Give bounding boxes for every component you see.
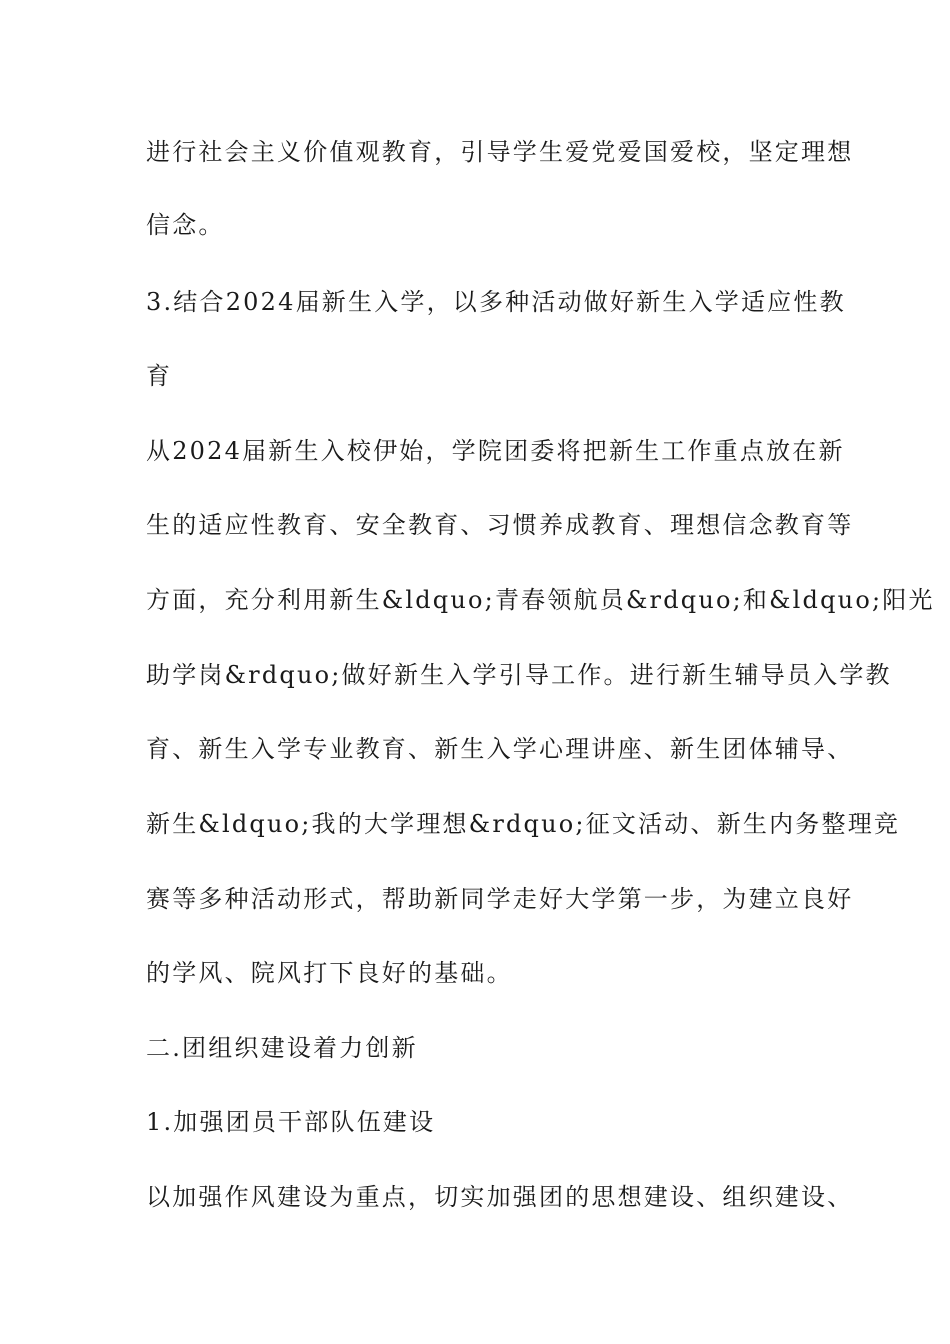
text-line: 从2024届新生入校伊始，学院团委将把新生工作重点放在新 (146, 437, 845, 465)
text-line: 方面，充分利用新生&ldquo;青春领航员&rdquo;和&ldquo;阳光 (146, 586, 935, 614)
subsection-heading: 1.加强团员干部队伍建设 (146, 1108, 436, 1136)
text-line: 育 (146, 362, 173, 390)
text-line: 育、新生入学专业教育、新生入学心理讲座、新生团体辅导、 (146, 735, 854, 763)
text-line: 信念。 (146, 211, 225, 239)
text-line: 进行社会主义价值观教育，引导学生爱党爱国爱校，坚定理想 (146, 138, 854, 166)
section-heading: 3.结合2024届新生入学，以多种活动做好新生入学适应性教 (146, 288, 846, 316)
text-line: 以加强作风建设为重点，切实加强团的思想建设、组织建设、 (146, 1183, 854, 1211)
text-line: 生的适应性教育、安全教育、习惯养成教育、理想信念教育等 (146, 511, 854, 539)
text-line: 的学风、院风打下良好的基础。 (146, 959, 513, 987)
text-line: 新生&ldquo;我的大学理想&rdquo;征文活动、新生内务整理竞 (146, 810, 901, 838)
section-heading: 二.团组织建设着力创新 (146, 1034, 418, 1062)
text-line: 赛等多种活动形式，帮助新同学走好大学第一步，为建立良好 (146, 885, 854, 913)
text-line: 助学岗&rdquo;做好新生入学引导工作。进行新生辅导员入学教 (146, 661, 892, 689)
